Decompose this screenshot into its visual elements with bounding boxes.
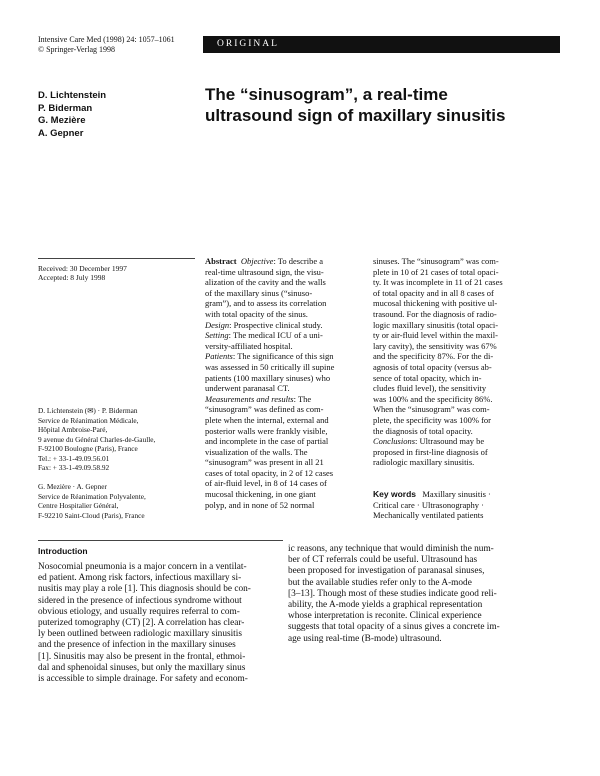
affiliation-line: D. Lichtenstein (✉) · P. Biderman — [38, 406, 138, 415]
author: D. Lichtenstein — [38, 90, 107, 101]
line-text: radiologic maxillary sinusitis. — [373, 457, 475, 468]
line-text: agnosis of total opacity (versus ab- — [373, 361, 492, 372]
line-text: plete when the internal, external and — [205, 414, 329, 425]
affiliation-line: Hôpital Ambroise-Paré, — [38, 425, 108, 434]
text-line — [205, 309, 375, 320]
text-line — [205, 351, 375, 362]
text-line — [288, 544, 558, 555]
line-text: : The — [293, 393, 312, 404]
text-line — [373, 298, 563, 309]
author-list — [38, 90, 106, 140]
text-line — [288, 634, 558, 645]
line-text: age using real-time (B-mode) ultrasound. — [288, 633, 442, 644]
submission-dates — [38, 264, 127, 282]
line-text: but the available studies refer only to the A-mode — [288, 577, 472, 588]
line-text: and the presence of infection in the maxillary sinuses — [38, 640, 236, 651]
line-text: ty. It was incomplete in 11 of 21 cases — [373, 277, 503, 288]
line-text: mucosal thickening, in one giant — [205, 489, 316, 500]
line-text: alization of the cavity and the walls — [205, 277, 326, 288]
line-text: and incomplete in the case of partial — [205, 436, 329, 447]
article-title — [205, 84, 565, 126]
abstract-column-1 — [205, 256, 375, 510]
line-text: obvious etiology, and usually requires referral to com- — [38, 606, 240, 617]
line-text: : Ultrasound may be — [415, 436, 485, 447]
line-text: lary cavity), the sensitivity was 67% — [373, 340, 497, 351]
author: A. Gepner — [38, 127, 84, 139]
text-line — [205, 489, 375, 500]
line-text: cludes fluid level), the sensitivity — [373, 383, 487, 394]
line-text: sence of total opacity, which in- — [373, 372, 482, 383]
text-line — [373, 277, 563, 288]
text-line — [38, 596, 286, 607]
affiliation-line: G. Mezière · A. Gepner — [38, 482, 107, 491]
text-line — [205, 383, 375, 394]
text-line — [38, 652, 286, 663]
text-line — [288, 622, 558, 633]
keyword-line: Critical care · Ultrasonography · — [373, 499, 484, 510]
affiliation-line: Fax: + 33-1-49.09.58.92 — [38, 463, 110, 472]
line-text: : The medical ICU of a uni- — [228, 330, 323, 341]
affiliation-line: 9 avenue du Général Charles-de-Gaulle, — [38, 434, 156, 444]
text-line — [205, 362, 375, 373]
line-text: of total opacity and in all 8 cases of — [373, 287, 494, 298]
text-line — [205, 447, 375, 458]
keywords — [373, 489, 563, 521]
line-text: and the specificity 87%. For the di- — [373, 351, 494, 362]
line-text: When the “sinusogram” was com- — [373, 404, 490, 415]
text-line — [373, 351, 563, 362]
line-text: sinuses. The “sinusogram” was com- — [373, 256, 499, 266]
text-line — [205, 330, 375, 341]
text-line — [38, 573, 286, 584]
text-line — [373, 404, 563, 415]
accepted-date: Accepted: 8 July 1998 — [38, 273, 106, 282]
line-text: plete in 10 of 21 cases of total opaci- — [373, 266, 499, 277]
line-text: ability, the A-mode yields a graphical representation — [288, 600, 483, 611]
journal-citation: Intensive Care Med (1998) 24: 1057–1061 — [38, 35, 175, 44]
text-line — [205, 298, 375, 309]
subsection-label: Setting — [205, 330, 229, 341]
text-line — [373, 415, 563, 426]
line-text: : Prospective clinical study. — [229, 319, 323, 330]
text-line — [373, 447, 563, 458]
line-text: trasound. For the diagnosis of radio- — [373, 308, 497, 319]
text-line — [38, 663, 286, 674]
text-line — [205, 478, 375, 489]
line-text: suggests that total opacity of a sinus gives a concrete im- — [288, 622, 500, 633]
text-line — [205, 341, 375, 352]
text-line — [38, 618, 286, 629]
text-line — [373, 457, 563, 468]
line-text: Nosocomial pneumonia is a major concern in a ventilat- — [38, 562, 247, 572]
subsection-label: Conclusions — [373, 436, 416, 447]
text-line — [205, 415, 375, 426]
affiliation-line: Centre Hospitalier Général, — [38, 501, 119, 510]
line-text: mucosal thickening with positive ul- — [373, 298, 498, 309]
line-text: visualization of the walls. The — [205, 446, 308, 457]
author: P. Biderman — [38, 102, 93, 114]
abstract-label: Abstract — [205, 256, 237, 266]
text-line — [205, 457, 375, 468]
line-text: gram”), and to assess its correlation — [205, 298, 327, 309]
text-line — [288, 566, 558, 577]
text-line — [205, 404, 375, 415]
line-text: been proposed for investigation of paranasal sinuses, — [288, 566, 485, 577]
left-divider — [38, 258, 195, 259]
section-bar — [203, 36, 560, 53]
line-text: whose interpretation is reconite. Clinical experience — [288, 611, 482, 622]
text-line — [373, 373, 563, 384]
intro-column-2 — [288, 544, 558, 645]
line-text: was assessed in 50 critically ill supine — [205, 361, 335, 372]
text-line — [373, 426, 563, 437]
affiliation-block — [38, 482, 198, 520]
line-text: plete, the specificity was 100% for — [373, 414, 492, 425]
line-text: ber of CT referrals could be useful. Ultrasound has — [288, 555, 478, 566]
text-line — [205, 394, 375, 405]
line-text: of air-fluid level, in 8 of 14 cases of — [205, 478, 327, 489]
text-line — [288, 578, 558, 589]
text-line — [205, 500, 375, 511]
section-label: ORIGINAL — [217, 39, 279, 49]
line-text: of the maxillary sinus (“sinuso- — [205, 287, 313, 298]
intro-divider — [38, 540, 283, 541]
keywords-label: Key words — [373, 489, 416, 499]
text-line — [38, 562, 286, 573]
line-text: ed patient. Among risk factors, infectious maxillary si- — [38, 573, 242, 584]
line-text: logic maxillary sinusitis (total opaci- — [373, 319, 499, 330]
text-line — [205, 277, 375, 288]
text-line — [373, 309, 563, 320]
text-line — [373, 267, 563, 278]
line-text: proposed in first-line diagnosis of — [373, 446, 488, 457]
line-text: is accessible to simple drainage. For safety and econom- — [38, 674, 248, 685]
received-date: Received: 30 December 1997 — [38, 264, 127, 273]
subsection-label: Design — [205, 319, 230, 330]
intro-column-1 — [38, 562, 286, 685]
text-line — [288, 589, 558, 600]
text-line — [373, 330, 563, 341]
text-line — [205, 436, 375, 447]
line-text: : To describe a — [273, 256, 323, 266]
line-text: “sinusogram” was defined as com- — [205, 404, 324, 415]
text-line — [373, 256, 563, 267]
abstract-column-2 — [373, 256, 563, 468]
line-text: with total opacity of the sinus. — [205, 308, 308, 319]
line-text: was 100% and the specificity 86%. — [373, 393, 493, 404]
text-line — [205, 256, 375, 267]
affiliation-line: Service de Réanimation Polyvalente, — [38, 491, 146, 501]
affiliation-line: Service de Réanimation Médicale, — [38, 415, 139, 425]
text-line — [373, 436, 563, 447]
affiliations — [38, 406, 198, 530]
text-line — [373, 341, 563, 352]
text-line — [205, 288, 375, 299]
line-text: the diagnosis of total opacity. — [373, 425, 473, 436]
affiliation-line: Tel.: + 33-1-49.09.56.01 — [38, 453, 110, 463]
line-text: “sinusogram” was present in all 21 — [205, 457, 324, 468]
text-line — [205, 468, 375, 479]
text-line — [38, 584, 286, 595]
text-line — [373, 394, 563, 405]
line-text: polyp, and in none of 52 normal — [205, 499, 315, 510]
text-line — [205, 426, 375, 437]
text-line — [205, 320, 375, 331]
subsection-label: Measurements and results — [205, 393, 294, 404]
line-text: [1]. Sinusitis may also be present in the frontal, ethmoi- — [38, 651, 246, 662]
affiliation-line: F-92210 Saint-Cloud (Paris), France — [38, 510, 145, 520]
line-text: real-time ultrasound sign, the visu- — [205, 266, 324, 277]
title-line: The “sinusogram”, a real-time — [205, 85, 448, 104]
line-text: dal and sphenoidal sinuses, but only the maxillary sinus — [38, 662, 246, 673]
text-line — [38, 629, 286, 640]
text-line — [373, 362, 563, 373]
text-line — [38, 674, 286, 685]
line-text: posterior walls were frankly visible, — [205, 425, 328, 436]
journal-header — [38, 35, 175, 55]
line-text: sidered in the presence of infectious syndrome without — [38, 595, 242, 606]
text-line — [38, 607, 286, 618]
journal-copyright: © Springer-Verlag 1998 — [38, 45, 116, 54]
text-line — [288, 555, 558, 566]
text-line — [288, 600, 558, 611]
line-text: underwent paranasal CT. — [205, 383, 290, 394]
line-text: versity-affiliated hospital. — [205, 340, 293, 351]
subsection-label: Patients — [205, 351, 233, 362]
subsection-label: Objective — [240, 256, 274, 266]
line-text: patients (100 maxillary sinuses) who — [205, 372, 331, 383]
line-text: puterized tomography (CT) [2]. A correlation has clear- — [38, 618, 245, 629]
affiliation-line: F-92100 Boulogne (Paris), France — [38, 444, 138, 453]
keyword-line: Maxillary sinusitis · — [422, 489, 491, 499]
title-line: ultrasound sign of maxillary sinusitis — [205, 106, 506, 125]
text-line — [373, 383, 563, 394]
line-text: nusitis may play a role [1]. This diagnosis should be con- — [38, 584, 251, 595]
line-text: : The significance of this sign — [232, 351, 334, 362]
line-text: [3–13]. Though most of these studies indicate good reli- — [288, 588, 497, 599]
affiliation-block — [38, 406, 198, 473]
line-text: ty or air-fluid level within the maxil- — [373, 330, 498, 341]
line-text: cases of total opacity, in 2 of 12 cases — [205, 467, 334, 478]
author: G. Mezière — [38, 115, 86, 126]
text-line — [373, 288, 563, 299]
text-line — [38, 640, 286, 651]
keyword-line: Mechanically ventilated patients — [373, 510, 484, 521]
text-line — [288, 611, 558, 622]
text-line — [373, 320, 563, 331]
text-line — [205, 267, 375, 278]
line-text: ly been outlined between radiologic maxillary sinusitis — [38, 629, 242, 640]
text-line — [205, 373, 375, 384]
section-heading-introduction: Introduction — [38, 546, 88, 556]
line-text: ic reasons, any technique that would diminish the num- — [288, 544, 494, 554]
